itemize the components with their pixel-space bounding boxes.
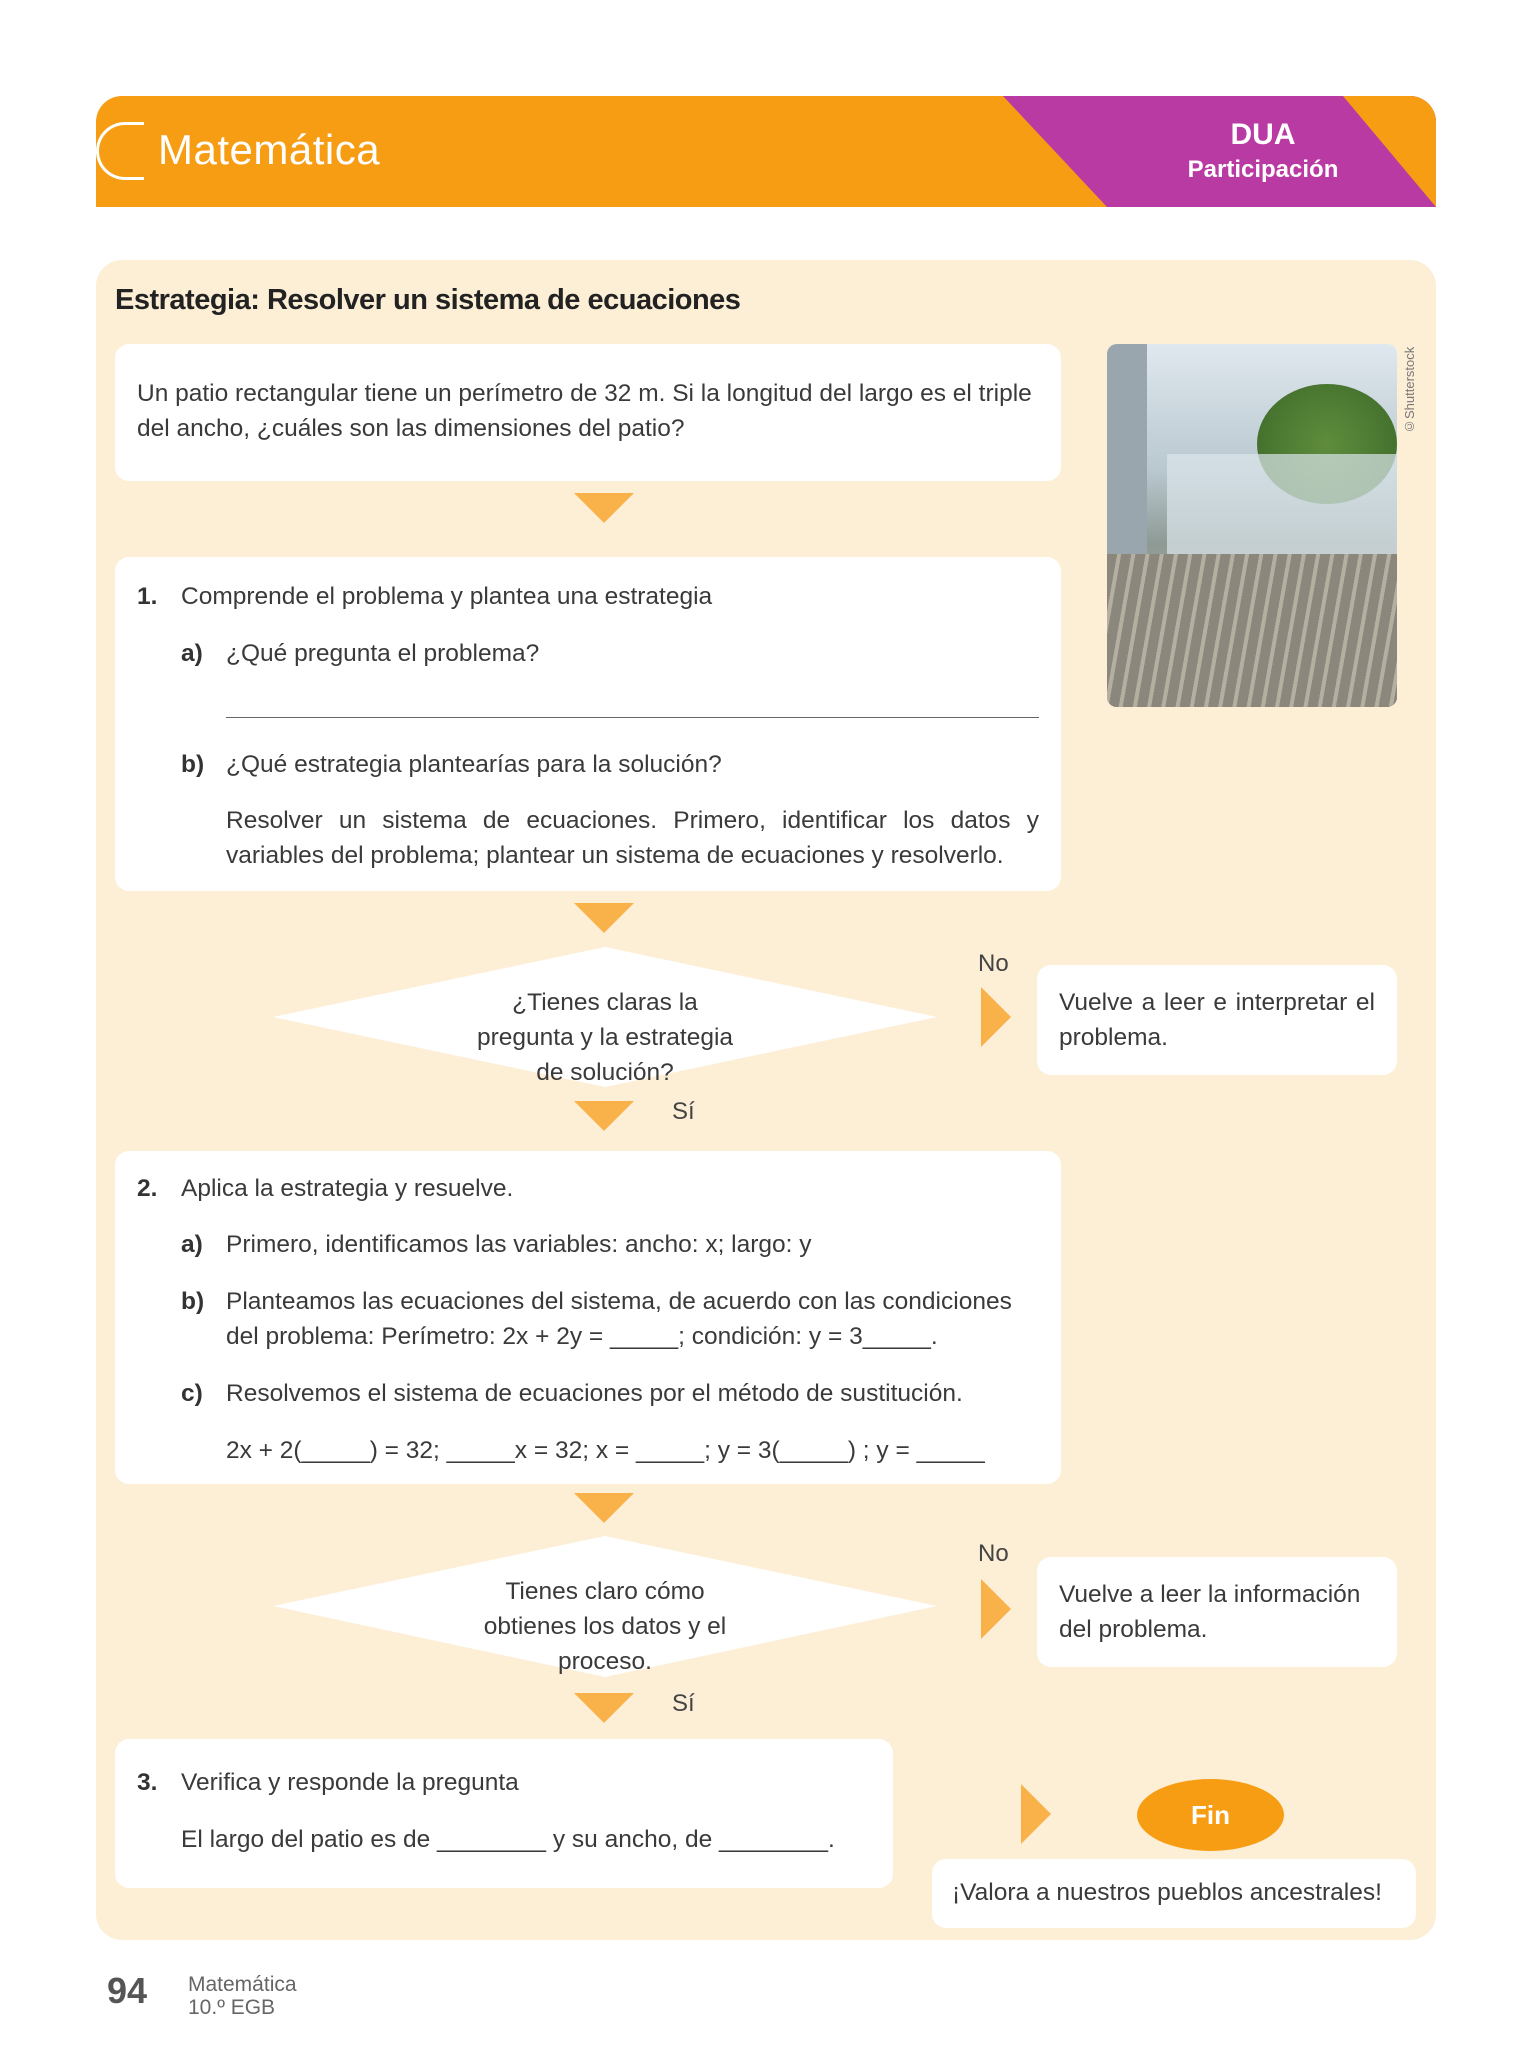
step3-box bbox=[115, 1739, 893, 1888]
step2-box bbox=[115, 1151, 1061, 1484]
step1-box bbox=[115, 557, 1061, 891]
dua-subtitle: Participación bbox=[1187, 156, 1339, 183]
decision-2-yes-label: Sí bbox=[672, 1690, 695, 1717]
decision-1-no-action: Vuelve a leer e interpretar el problema. bbox=[1059, 989, 1375, 1051]
flow-arrow-down-icon bbox=[574, 1693, 634, 1723]
footer-grade: 10.º EGB bbox=[188, 1996, 276, 2019]
footer-subject: Matemática bbox=[188, 1973, 297, 1996]
subject-title: Matemática bbox=[158, 126, 381, 173]
flow-arrow-down-icon bbox=[574, 1101, 634, 1131]
step2-a-text: Primero, identificamos las variables: ancho: x; largo: y bbox=[226, 1231, 812, 1258]
decision-2-no-box bbox=[1037, 1557, 1397, 1667]
problem-text: Un patio rectangular tiene un perímetro de 32 m. Si la longitud del largo es el triple del ancho, ¿cuáles son las dimensiones del patio? bbox=[137, 380, 1032, 442]
flow-arrow-down-icon bbox=[574, 903, 634, 933]
flow-arrow-right-icon bbox=[1021, 1784, 1051, 1844]
step2-c-equation: 2x + 2(_____) = 32; _____x = 32; x = _____; y = 3(_____) ; y = _____ bbox=[226, 1437, 985, 1464]
step2-c-text: Resolvemos el sistema de ecuaciones por el método de sustitución. bbox=[226, 1380, 963, 1407]
step1-a-label: a) bbox=[181, 640, 203, 667]
step1-a-question: ¿Qué pregunta el problema? bbox=[226, 640, 540, 667]
step1-title: Comprende el problema y plantea una estrategia bbox=[181, 583, 713, 610]
decision-1-no-label: No bbox=[978, 950, 1009, 977]
decision-1-no-box bbox=[1037, 965, 1397, 1075]
step2-a-label: a) bbox=[181, 1231, 203, 1258]
decision-2 bbox=[273, 1536, 937, 1677]
page-number: 94 bbox=[107, 1970, 148, 2011]
decision-2-no-action: Vuelve a leer la información del problema. bbox=[1059, 1581, 1361, 1643]
end-label: Fin bbox=[1137, 1779, 1284, 1851]
step2-b-line1: Planteamos las ecuaciones del sistema, de acuerdo con las condiciones bbox=[226, 1288, 1012, 1315]
decision-1 bbox=[273, 947, 937, 1087]
step3-number: 3. bbox=[137, 1769, 158, 1796]
step3-answer: El largo del patio es de ________ y su ancho, de ________. bbox=[181, 1826, 835, 1853]
step1-a-answer-line[interactable] bbox=[226, 717, 1039, 718]
end-message-box bbox=[932, 1859, 1416, 1928]
decision-2-question: Tienes claro cómo obtienes los datos y el proceso. bbox=[483, 1578, 727, 1675]
strategy-title: Estrategia: Resolver un sistema de ecuaciones bbox=[115, 284, 741, 316]
step1-number: 1. bbox=[137, 583, 158, 610]
step1-b-answer: Resolver un sistema de ecuaciones. Primero, identificar los datos y variables del problema; plantear un sistema de ecuaciones y resolverlo. bbox=[226, 807, 1039, 869]
step2-b-label: b) bbox=[181, 1288, 205, 1315]
subject-header bbox=[96, 96, 1436, 207]
step1-b-label: b) bbox=[181, 751, 205, 778]
step3-title: Verifica y responde la pregunta bbox=[181, 1769, 519, 1796]
flow-arrow-right-icon bbox=[981, 1579, 1011, 1639]
end-message: ¡Valora a nuestros pueblos ancestrales! bbox=[952, 1879, 1382, 1906]
step2-c-label: c) bbox=[181, 1380, 203, 1407]
step2-number: 2. bbox=[137, 1175, 158, 1202]
flow-arrow-down-icon bbox=[574, 493, 634, 523]
subject-logo-icon bbox=[96, 122, 144, 180]
decision-1-yes-label: Sí bbox=[672, 1098, 695, 1125]
problem-box bbox=[115, 344, 1061, 481]
flow-arrow-down-icon bbox=[574, 1493, 634, 1523]
step2-title: Aplica la estrategia y resuelve. bbox=[181, 1175, 514, 1202]
step1-b-question: ¿Qué estrategia plantearías para la solución? bbox=[226, 751, 722, 778]
step2-b-line2: del problema: Perímetro: 2x + 2y = _____; condición: y = 3_____. bbox=[226, 1323, 938, 1350]
dua-badge bbox=[1003, 96, 1436, 207]
patio-photo bbox=[1107, 344, 1397, 707]
dua-title: DUA bbox=[1230, 118, 1296, 151]
decision-1-question: ¿Tienes claras la pregunta y la estrategia de solución? bbox=[476, 989, 734, 1086]
decision-2-no-label: No bbox=[978, 1540, 1009, 1567]
photo-credit: ©Shutterstock bbox=[1402, 346, 1417, 434]
flow-arrow-right-icon bbox=[981, 987, 1011, 1047]
